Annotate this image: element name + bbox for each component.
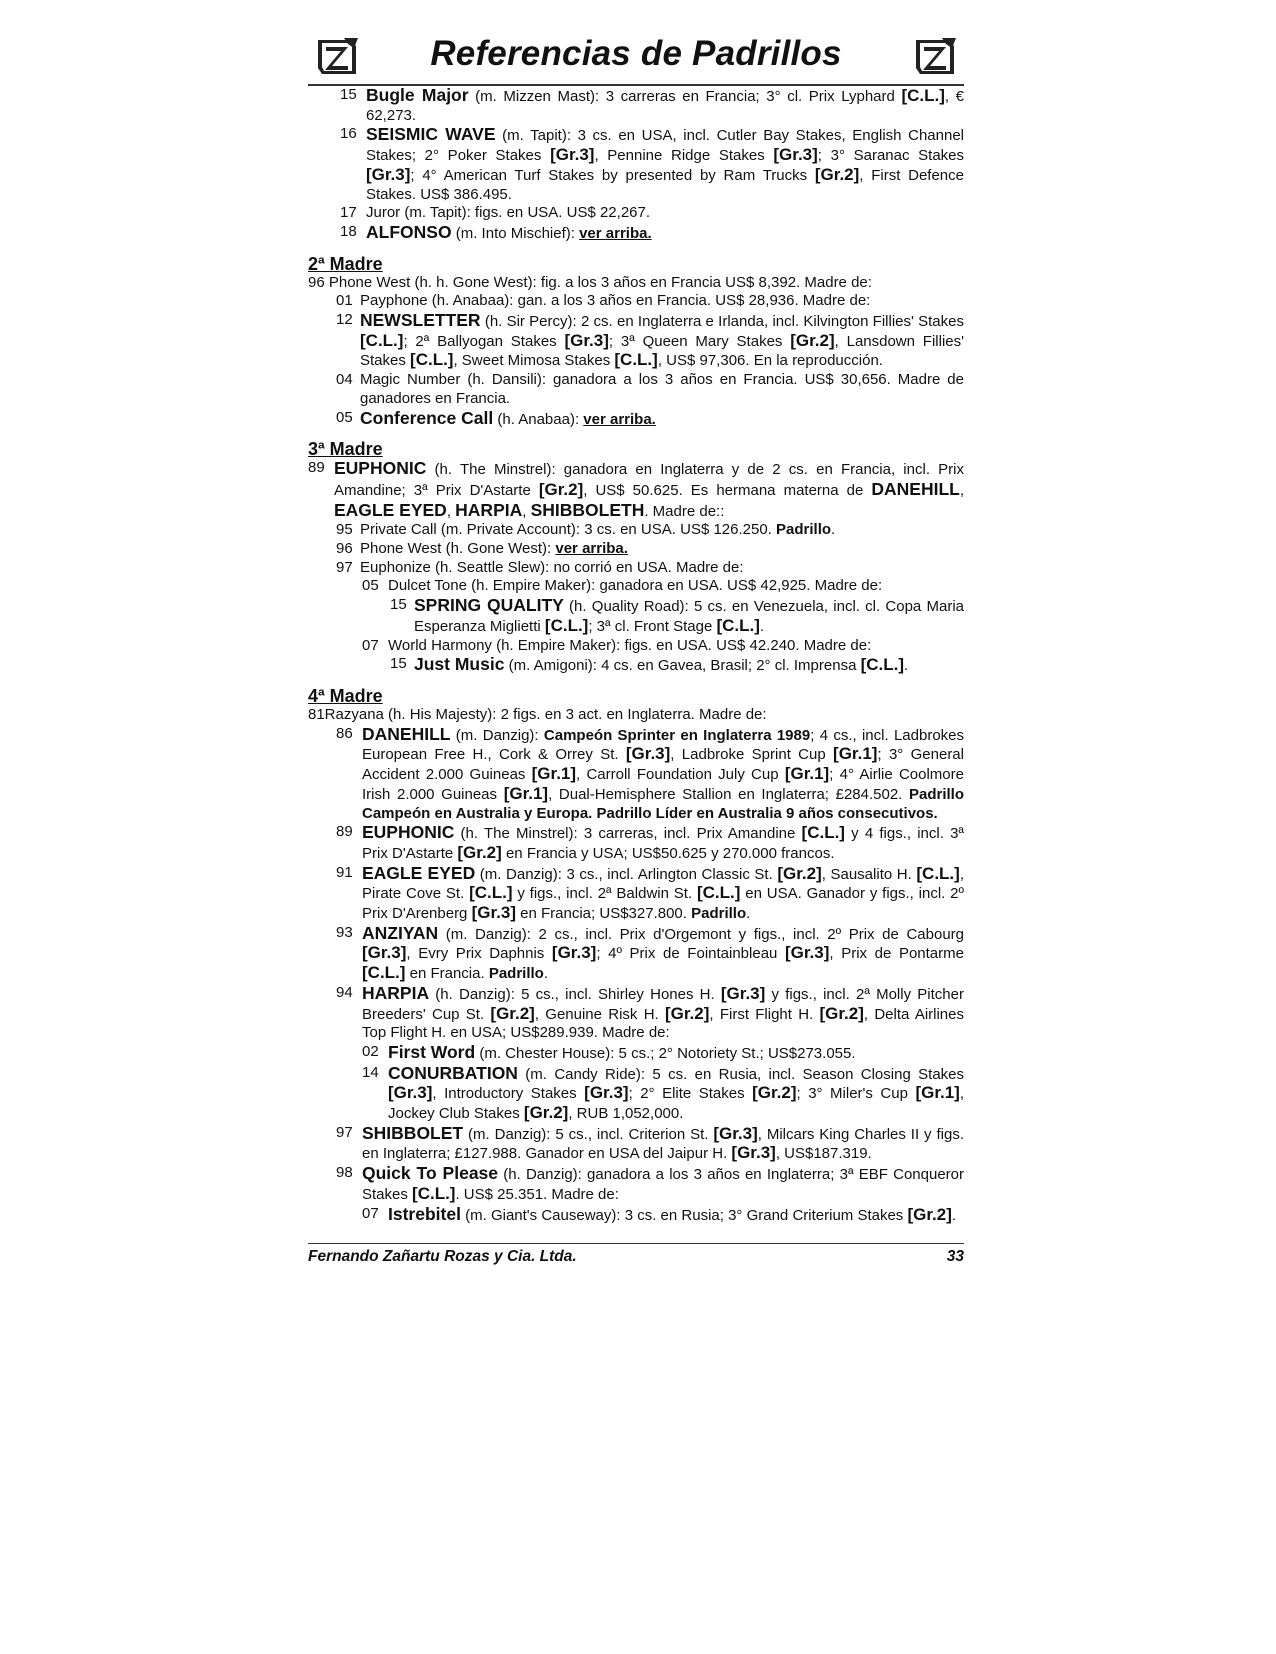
horse-name: ALFONSO: [366, 221, 452, 242]
list-item: 86 DANEHILL (m. Danzig): Campeón Sprinter en Inglaterra 1989; 4 cs., incl. Ladbrokes European Free H., Cork & Orrey St. [Gr.3], Ladbroke Sprint Cup [Gr.1]; 3° General Accident 2.000 Guineas [Gr.1], Carroll Foundation July Cup [Gr.1]; 4° Airlie Coolmore Irish 2.000 Guineas [Gr.1], Dual-Hemisphere Stallion en Inglaterra; £284.502. Padrillo Campeón en Australia y Europa. Padrillo Líder en Australia 9 años consecutivos.: [336, 723, 965, 822]
list-item: 12 NEWSLETTER (h. Sir Percy): 2 cs. en Inglaterra e Irlanda, incl. Kilvington Fillies' Stakes [C.L.]; 2ª Ballyogan Stakes [Gr.3]; 3ª Queen Mary Stakes [Gr.2], Lansdown Fillies' Stakes [C.L.], Sweet Mimosa Stakes [C.L.], US$ 97,306. En la reproducción.: [336, 310, 964, 370]
list-item: 17 Juror (m. Tapit): figs. en USA. US$ 22,267.: [340, 204, 651, 222]
document-page: [308, 30, 964, 1225]
z-logo-icon: [912, 34, 958, 80]
list-item: 81Razyana (h. His Majesty): 2 figs. en 3 act. en Inglaterra. Madre de:: [308, 705, 767, 723]
list-item: 97 Euphonize (h. Seattle Slew): no corrió en USA. Madre de:: [336, 558, 744, 576]
list-item: 89 EUPHONIC (h. The Minstrel): ganadora en Inglaterra y de 2 cs. en Francia, incl. Prix Amandine; 3ª Prix D'Astarte [Gr.2], US$ 50.625. Es hermana materna de DANEHILL, EAGLE EYED, HARPIA, SHIBBOLETH. Madre de::: [308, 458, 965, 520]
list-item: 01 Payphone (h. Anabaa): gan. a los 3 años en Francia. US$ 28,936. Madre de:: [336, 292, 871, 310]
list-item: 04 Magic Number (h. Dansili): ganadora a los 3 años en Francia. US$ 30,656. Madre de ganadores en Francia.: [336, 371, 964, 407]
horse-name: Just Music: [414, 654, 505, 675]
horse-name: EAGLE EYED: [362, 862, 476, 883]
page-title: Referencias de Padrillos: [430, 34, 842, 73]
pedigree-content: [308, 86, 964, 1225]
horse-name: SEISMIC WAVE: [366, 124, 496, 145]
list-item: 94 HARPIA (h. Danzig): 5 cs., incl. Shirley Hones H. [Gr.3] y figs., incl. 2ª Molly Pitcher Breeders' Cup St. [Gr.2], Genuine Risk H. [Gr.2], First Flight H. [Gr.2], Delta Airlines Top Flight H. en USA; US$289.939. Madre de:: [336, 982, 964, 1042]
page-footer: [308, 1243, 964, 1266]
section-heading: 3ª Madre: [308, 439, 383, 460]
footer-company: Fernando Zañartu Rozas y Cia. Ltda.: [308, 1248, 577, 1265]
list-item: 93 ANZIYAN (m. Danzig): 2 cs., incl. Prix d'Orgemont y figs., incl. 2º Prix de Cabourg [Gr.3], Evry Prix Daphnis [Gr.3]; 4º Prix de Fointainbleau [Gr.3], Prix de Pontarme [C.L.] en Francia. Padrillo.: [336, 922, 964, 983]
horse-name: SPRING QUALITY: [414, 595, 564, 616]
list-item: 15 SPRING QUALITY (h. Quality Road): 5 cs. en Venezuela, incl. cl. Copa Maria Esperanza Miglietti [C.L.]; 3ª cl. Front Stage [C.L.].: [390, 595, 964, 635]
section-heading: 2ª Madre: [308, 253, 383, 274]
list-item: 95 Private Call (m. Private Account): 3 cs. en USA. US$ 126.250. Padrillo.: [336, 521, 836, 539]
list-item: 15 Bugle Major (m. Mizzen Mast): 3 carreras en Francia; 3° cl. Prix Lyphard [C.L.], € 62,273.: [340, 85, 964, 124]
horse-name: CONURBATION: [388, 1062, 518, 1083]
list-item: 14 CONURBATION (m. Candy Ride): 5 cs. en Rusia, incl. Season Closing Stakes [Gr.3], Introductory Stakes [Gr.3]; 2° Elite Stakes [Gr.2]; 3° Miler's Cup [Gr.1], Jockey Club Stakes [Gr.2], RUB 1,052,000.: [362, 1062, 965, 1123]
horse-name: ANZIYAN: [362, 922, 439, 943]
list-item: 91 EAGLE EYED (m. Danzig): 3 cs., incl. Arlington Classic St. [Gr.2], Sausalito H. [C.L.], Pirate Cove St. [C.L.] y figs., incl. 2ª Baldwin St. [C.L.] en USA. Ganador y figs., incl. 2º Prix D'Arenberg [Gr.3] en Francia; US$327.800. Padrillo.: [336, 862, 964, 923]
horse-name: HARPIA: [362, 982, 430, 1003]
list-item: 96 Phone West (h. Gone West): ver arriba.: [336, 540, 628, 558]
horse-name: Istrebitel: [388, 1203, 461, 1224]
horse-name: Bugle Major: [366, 85, 469, 105]
page-number: 33: [946, 1248, 964, 1265]
horse-name: NEWSLETTER: [360, 310, 481, 331]
section-heading: 4ª Madre: [308, 685, 383, 706]
horse-name: Conference Call: [360, 407, 494, 428]
see-above-link[interactable]: ver arriba.: [579, 224, 652, 242]
list-item: 18 ALFONSO (m. Into Mischief): ver arriba.: [340, 221, 652, 242]
horse-name: EUPHONIC: [334, 458, 427, 479]
list-item: 02 First Word (m. Chester House): 5 cs.; 2° Notoriety St.; US$273.055.: [362, 1041, 856, 1062]
list-item: 07 World Harmony (h. Empire Maker): figs. en USA. US$ 42.240. Madre de:: [362, 636, 872, 654]
list-item: 89 EUPHONIC (h. The Minstrel): 3 carreras, incl. Prix Amandine [C.L.] y 4 figs., incl. 3ª Prix D'Astarte [Gr.2] en Francia y USA; US$50.625 y 270.000 francos.: [336, 822, 964, 862]
horse-name: EUPHONIC: [362, 822, 455, 843]
page-header: [308, 30, 964, 84]
list-item: 98 Quick To Please (h. Danzig): ganadora a los 3 años en Inglaterra; 3ª EBF Conqueror Stakes [C.L.]. US$ 25.351. Madre de:: [336, 1163, 964, 1203]
horse-name: First Word: [388, 1041, 476, 1062]
list-item: 16 SEISMIC WAVE (m. Tapit): 3 cs. en USA, incl. Cutler Bay Stakes, English Channel Stakes; 2° Poker Stakes [Gr.3], Pennine Ridge Stakes [Gr.3]; 3° Saranac Stakes [Gr.3]; 4° American Turf Stakes by presented by Ram Trucks [Gr.2], First Defence Stakes. US$ 386.495.: [340, 124, 965, 203]
horse-name: DANEHILL: [362, 723, 451, 744]
list-item: 97 SHIBBOLET (m. Danzig): 5 cs., incl. Criterion St. [Gr.3], Milcars King Charles II y figs. en Inglaterra; £127.988. Ganador en USA del Jaipur H. [Gr.3], US$187.319.: [336, 1122, 964, 1163]
horse-name: Quick To Please: [362, 1163, 499, 1184]
list-item: 96 Phone West (h. h. Gone West): fig. a los 3 años en Francia US$ 8,392. Madre de:: [308, 273, 872, 291]
list-item: 07 Istrebitel (m. Giant's Causeway): 3 cs. en Rusia; 3° Grand Criterium Stakes [Gr.2].: [362, 1203, 957, 1224]
list-item: 05 Conference Call (h. Anabaa): ver arriba.: [336, 407, 656, 428]
see-above-link[interactable]: ver arriba.: [555, 540, 628, 558]
see-above-link[interactable]: ver arriba.: [583, 410, 656, 428]
list-item: 15 Just Music (m. Amigoni): 4 cs. en Gavea, Brasil; 2° cl. Imprensa [C.L.].: [390, 654, 909, 675]
horse-name: SHIBBOLET: [362, 1122, 464, 1143]
list-item: 05 Dulcet Tone (h. Empire Maker): ganadora en USA. US$ 42,925. Madre de:: [362, 577, 883, 595]
